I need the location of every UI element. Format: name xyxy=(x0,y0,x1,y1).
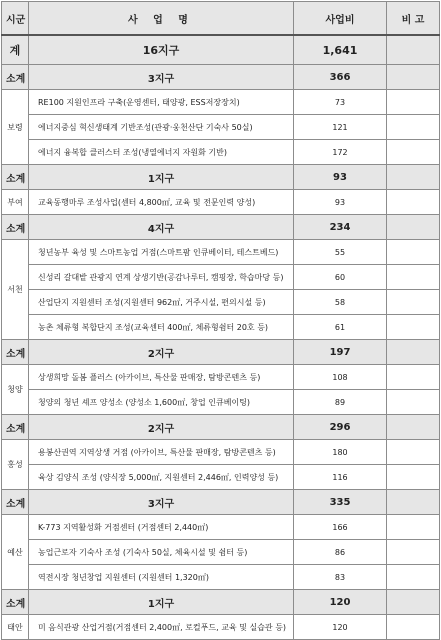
subtotal-note xyxy=(387,165,440,190)
subtotal-name: 1지구 xyxy=(29,165,294,190)
subtotal-row xyxy=(2,590,440,615)
subtotal-amount: 234 xyxy=(294,215,387,240)
project-amount: 73 xyxy=(294,90,387,115)
project-note xyxy=(387,540,440,565)
subtotal-name: 2지구 xyxy=(29,340,294,365)
subtotal-row xyxy=(2,165,440,190)
project-note xyxy=(387,240,440,265)
table-row xyxy=(2,90,440,115)
table-row xyxy=(2,390,440,415)
project-name: 신성리 갈대밭 관광지 연계 상생기반(공감나루터, 캠핑장, 학습마당 등) xyxy=(29,265,294,290)
project-amount: 60 xyxy=(294,265,387,290)
header-note: 비 고 xyxy=(387,2,440,36)
header-row xyxy=(2,2,440,36)
table-row xyxy=(2,465,440,490)
project-note xyxy=(387,115,440,140)
subtotal-label: 소계 xyxy=(2,215,29,240)
table-row xyxy=(2,140,440,165)
project-note xyxy=(387,90,440,115)
project-amount: 55 xyxy=(294,240,387,265)
subtotal-note xyxy=(387,65,440,90)
subtotal-row xyxy=(2,490,440,515)
project-note xyxy=(387,390,440,415)
project-name: 에너지중심 혁신생태계 기반조성(관광·웅천산단 기숙사 50실) xyxy=(29,115,294,140)
subtotal-label: 소계 xyxy=(2,490,29,515)
project-note xyxy=(387,515,440,540)
project-amount: 172 xyxy=(294,140,387,165)
total-amount: 1,641 xyxy=(294,35,387,65)
table-row xyxy=(2,565,440,590)
header-budget: 사업비 xyxy=(294,2,387,36)
subtotal-amount: 296 xyxy=(294,415,387,440)
project-note xyxy=(387,615,440,640)
project-name: 상생희망 돌봄 플러스 (아카이브, 특산물 판매장, 탐방콘텐츠 등) xyxy=(29,365,294,390)
project-name: K-773 지역활성화 거점센터 (거점센터 2,440㎡) xyxy=(29,515,294,540)
project-note xyxy=(387,140,440,165)
table-row xyxy=(2,290,440,315)
project-name: 에너지 융복합 클러스터 조성(냉열에너지 자원화 기반) xyxy=(29,140,294,165)
subtotal-amount: 197 xyxy=(294,340,387,365)
project-name: 청년농부 육성 및 스마트농업 거점(스마트팜 인큐베이터, 테스트베드) xyxy=(29,240,294,265)
subtotal-label: 소계 xyxy=(2,340,29,365)
project-name: 용봉산권역 지역상생 거점 (아카이브, 특산물 판매장, 탐방콘텐츠 등) xyxy=(29,440,294,465)
table-body xyxy=(2,35,440,640)
project-note xyxy=(387,440,440,465)
table-row xyxy=(2,615,440,640)
project-name: 청양의 청년 셰프 양성소 (양성소 1,600㎡, 창업 인큐베이팅) xyxy=(29,390,294,415)
project-name: 육상 김양식 조성 (양식장 5,000㎡, 지원센터 2,446㎡, 인력양성 등) xyxy=(29,465,294,490)
table-row xyxy=(2,365,440,390)
table-row xyxy=(2,240,440,265)
subtotal-label: 소계 xyxy=(2,65,29,90)
table-row xyxy=(2,515,440,540)
subtotal-label: 소계 xyxy=(2,165,29,190)
region-cell: 청양 xyxy=(2,365,29,415)
subtotal-name: 1지구 xyxy=(29,590,294,615)
project-amount: 58 xyxy=(294,290,387,315)
project-amount: 166 xyxy=(294,515,387,540)
project-amount: 180 xyxy=(294,440,387,465)
subtotal-note xyxy=(387,590,440,615)
project-note xyxy=(387,190,440,215)
total-name: 16지구 xyxy=(29,35,294,65)
total-note xyxy=(387,35,440,65)
project-amount: 86 xyxy=(294,540,387,565)
project-amount: 121 xyxy=(294,115,387,140)
project-amount: 61 xyxy=(294,315,387,340)
subtotal-label: 소계 xyxy=(2,590,29,615)
table-row xyxy=(2,540,440,565)
subtotal-name: 2지구 xyxy=(29,415,294,440)
subtotal-amount: 366 xyxy=(294,65,387,90)
subtotal-amount: 93 xyxy=(294,165,387,190)
header-region: 시군 xyxy=(2,2,29,36)
project-amount: 116 xyxy=(294,465,387,490)
subtotal-row xyxy=(2,415,440,440)
budget-table-container xyxy=(1,1,439,640)
table-row xyxy=(2,190,440,215)
project-note xyxy=(387,265,440,290)
subtotal-note xyxy=(387,415,440,440)
subtotal-name: 3지구 xyxy=(29,65,294,90)
subtotal-row xyxy=(2,340,440,365)
region-cell: 홍성 xyxy=(2,440,29,490)
region-cell: 서천 xyxy=(2,240,29,340)
project-name: 미 음식관광 산업거점(거점센터 2,400㎡, 로컬푸드, 교육 및 실습관 등) xyxy=(29,615,294,640)
project-note xyxy=(387,465,440,490)
region-cell: 보령 xyxy=(2,90,29,165)
subtotal-name: 3지구 xyxy=(29,490,294,515)
project-name: 역전시장 청년창업 지원센터 (지원센터 1,320㎡) xyxy=(29,565,294,590)
total-label: 계 xyxy=(2,35,29,65)
region-cell: 태안 xyxy=(2,615,29,640)
region-cell: 예산 xyxy=(2,515,29,590)
project-note xyxy=(387,315,440,340)
project-note xyxy=(387,365,440,390)
subtotal-note xyxy=(387,490,440,515)
budget-table xyxy=(1,1,440,640)
total-row xyxy=(2,35,440,65)
subtotal-amount: 120 xyxy=(294,590,387,615)
subtotal-row xyxy=(2,65,440,90)
project-note xyxy=(387,290,440,315)
region-cell: 부여 xyxy=(2,190,29,215)
project-name: 농업근로자 기숙사 조성 (기숙사 50실, 체육시설 및 쉼터 등) xyxy=(29,540,294,565)
table-row xyxy=(2,315,440,340)
project-note xyxy=(387,565,440,590)
table-row xyxy=(2,115,440,140)
project-amount: 120 xyxy=(294,615,387,640)
subtotal-amount: 335 xyxy=(294,490,387,515)
project-amount: 93 xyxy=(294,190,387,215)
project-amount: 108 xyxy=(294,365,387,390)
subtotal-label: 소계 xyxy=(2,415,29,440)
table-row xyxy=(2,265,440,290)
subtotal-name: 4지구 xyxy=(29,215,294,240)
table-row xyxy=(2,440,440,465)
project-amount: 89 xyxy=(294,390,387,415)
header-project: 사 업 명 xyxy=(29,2,294,36)
subtotal-row xyxy=(2,215,440,240)
subtotal-note xyxy=(387,215,440,240)
subtotal-note xyxy=(387,340,440,365)
project-name: 농촌 체류형 복합단지 조성(교육센터 400㎡, 체류형쉼터 20호 등) xyxy=(29,315,294,340)
project-name: RE100 지원인프라 구축(운영센터, 태양광, ESS저장장치) xyxy=(29,90,294,115)
project-name: 교육동행마루 조성사업(센터 4,800㎡, 교육 및 전문인력 양성) xyxy=(29,190,294,215)
project-amount: 83 xyxy=(294,565,387,590)
project-name: 산업단지 지원센터 조성(지원센터 962㎡, 거주시설, 편의시설 등) xyxy=(29,290,294,315)
